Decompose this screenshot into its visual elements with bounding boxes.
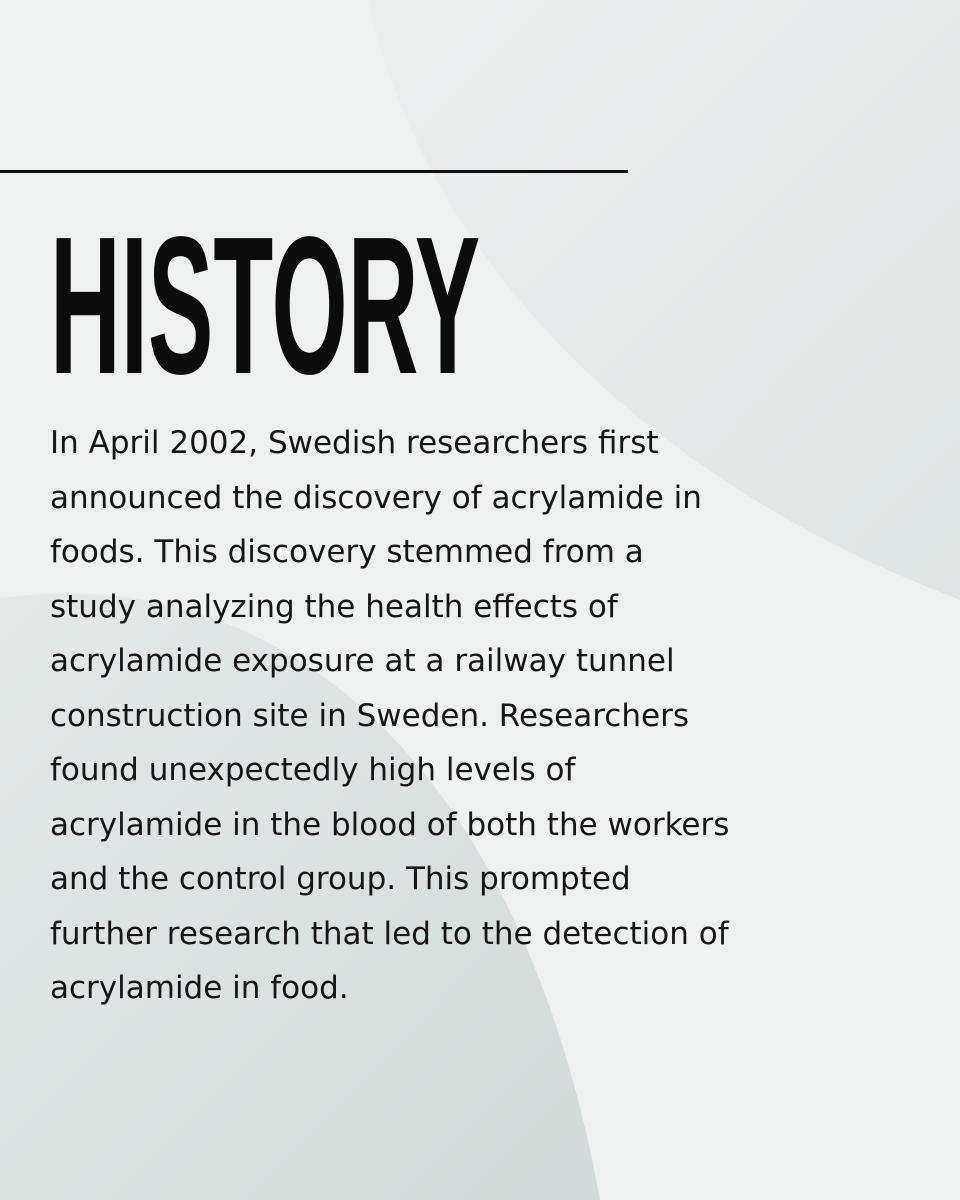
paragraph-line: foods. This discovery stemmed from a xyxy=(50,534,644,570)
page-title: HISTORY xyxy=(50,196,481,415)
paragraph-line: announced the discovery of acrylamide in xyxy=(50,479,702,516)
top-divider-line xyxy=(0,170,628,173)
paragraph-line: In April 2002, Swedish researchers first xyxy=(50,425,659,461)
paragraph-line: further research that led to the detection of xyxy=(50,915,729,952)
paragraph-line: study analyzing the health effects of xyxy=(50,588,618,625)
paragraph-line: and the control group. This prompted xyxy=(50,861,631,897)
paragraph-line: acrylamide in the blood of both the workers xyxy=(50,806,730,843)
paragraph-line: acrylamide exposure at a railway tunnel xyxy=(50,643,675,679)
paragraph-line: construction site in Sweden. Researchers xyxy=(50,697,689,734)
paragraph-line: found unexpectedly high levels of xyxy=(50,752,576,788)
paragraph-line: acrylamide in food. xyxy=(50,970,349,1006)
history-paragraph xyxy=(50,416,729,1016)
